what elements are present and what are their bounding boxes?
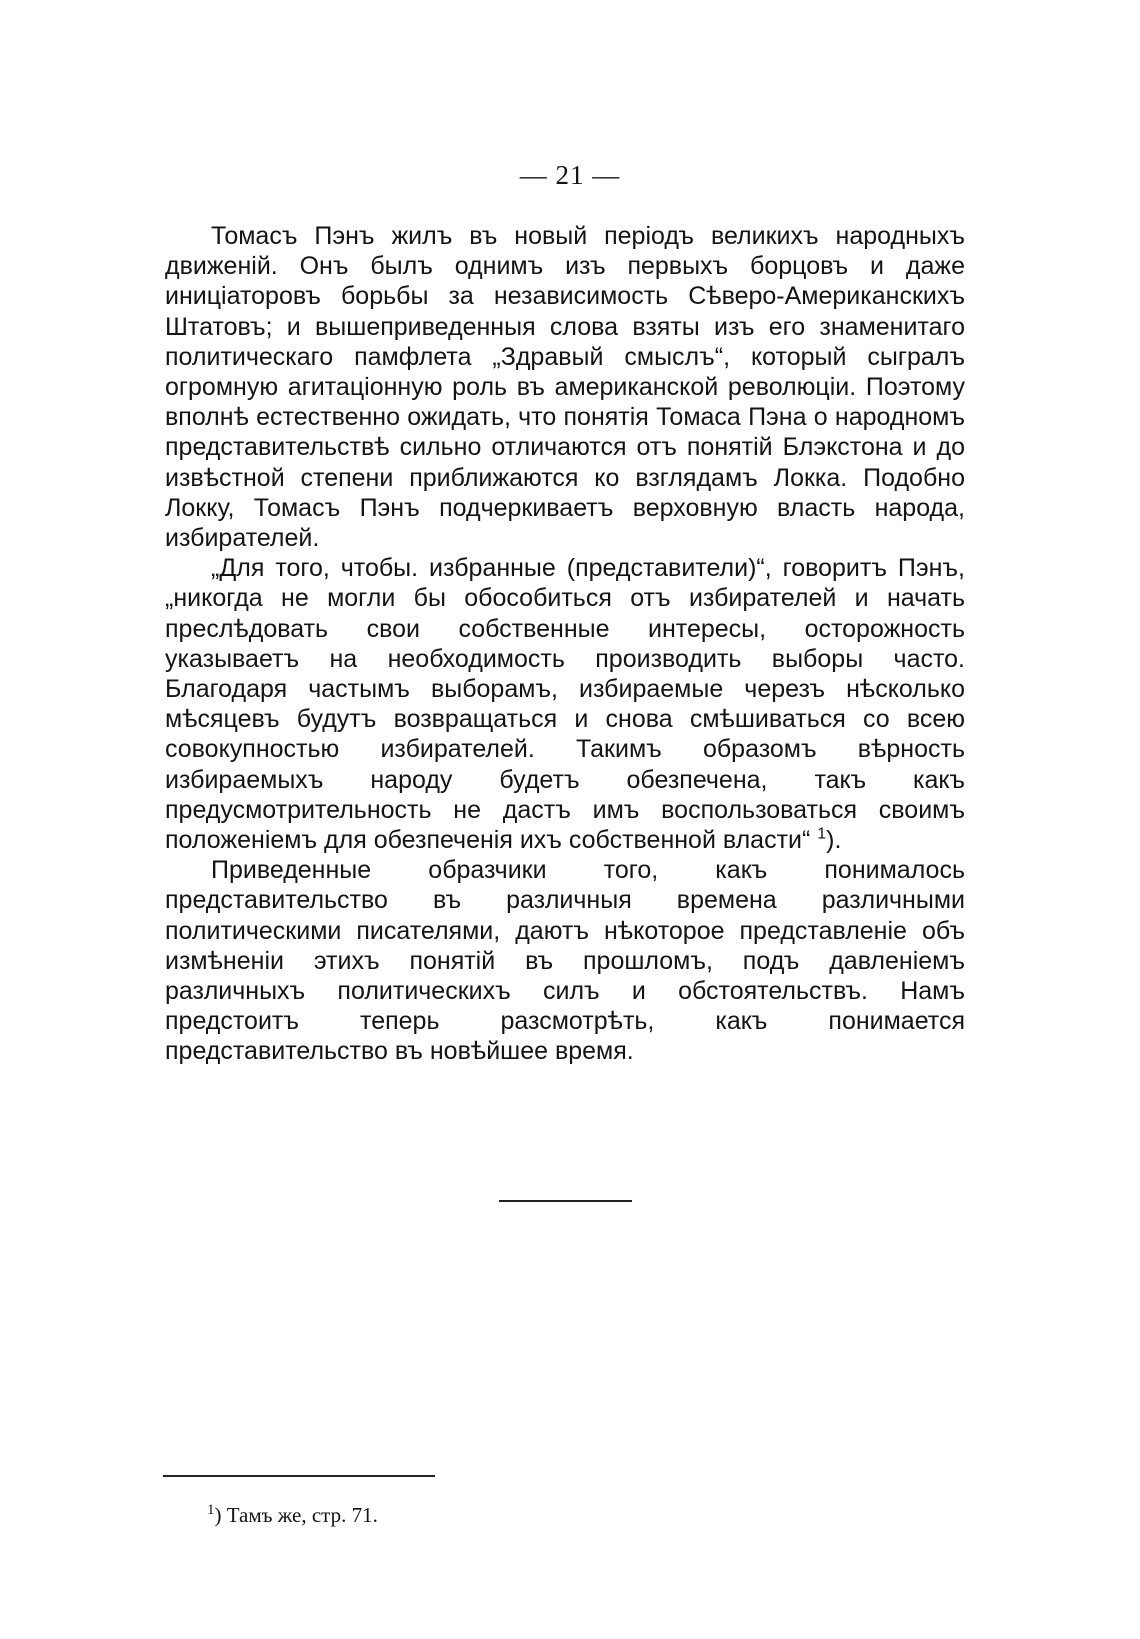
page-number: — 21 — [519,160,621,190]
paragraph-2 [165,553,965,855]
paragraph-3: Приведенные образчики того, какъ понималось представительство въ различныя времена различными политическими писателями, даютъ нѣкоторое представленіе объ измѣненіи этихъ понятій въ прошломъ, подъ давленіемъ различныхъ политическихъ силъ и обстоятельствъ. Намъ предстоитъ теперь разсмотрѣть, какъ понимается представительство въ новѣйшее время. [165,856,965,1066]
footnote-divider [163,1475,435,1477]
section-divider [499,1200,632,1202]
paragraph-1: Томасъ Пэнъ жилъ въ новый періодъ великихъ народныхъ движеній. Онъ былъ однимъ изъ первыхъ борцовъ и даже иниціаторовъ борьбы за независимость Сѣверо-Американскихъ Штатовъ; и вышеприведенныя слова взяты изъ его знаменитаго политическаго памфлета „Здравый смыслъ“, который сыгралъ огромную агитаціонную роль въ американской революціи. Поэтому вполнѣ естественно ожидать, что понятія Томаса Пэна о народномъ представительствѣ сильно отличаются отъ понятій Блэкстона и до извѣстной степени приближаются ко взглядамъ Локка. Подобно Локку, Томасъ Пэнъ подчеркиваетъ верховную власть народа, избирателей. [165,222,965,553]
quotation-text: „Для того, чтобы. избранные (представители)“, говоритъ Пэнъ, „никогда не могли бы обособиться отъ избирателей и начать преслѣдовать свои собственные интересы, осторожность указываетъ на необходимость производить выборы часто. Благодаря частымъ выборамъ, избираемые черезъ нѣсколько мѣсяцевъ будутъ возвращаться и снова смѣшиваться со всею совокупностью избирателей. Такимъ образомъ вѣрность избираемыхъ народу будетъ обезпечена, такъ какъ предусмотрительность не дастъ имъ воспользоваться своимъ положеніемъ для обезпеченія ихъ собственной власти“ [165,554,965,855]
footnote-reference: 1 [817,825,827,843]
footnote-text: ) Тамъ же, стр. 71. [214,1503,378,1527]
footnote [207,1503,378,1528]
body-text [165,221,965,1067]
footnote-reference-suffix: ). [826,826,842,855]
footnote-mark: 1 [207,1502,215,1518]
